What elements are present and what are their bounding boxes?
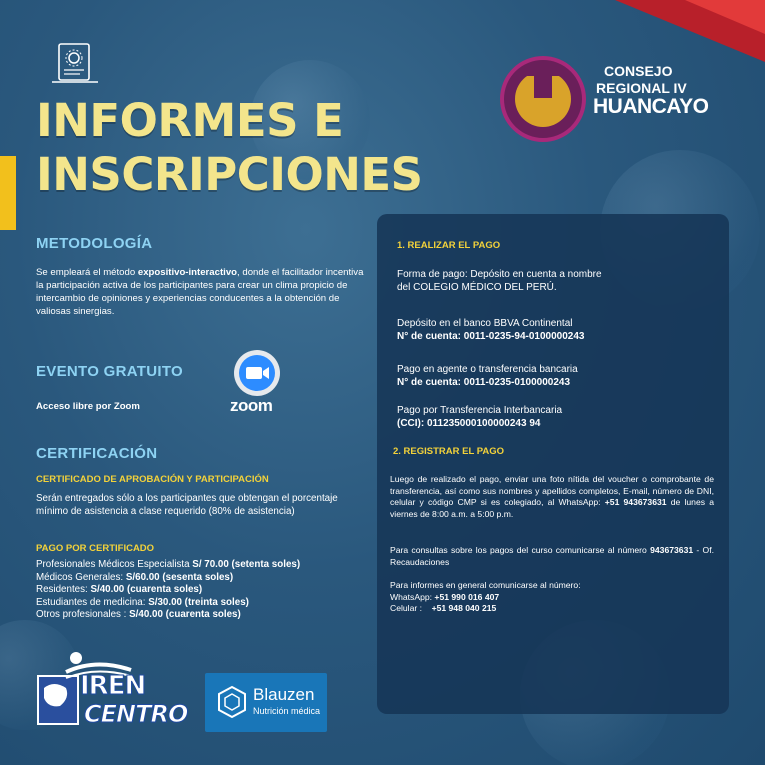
zoom-camera-icon [234, 350, 280, 396]
consultas-text: Para consultas sobre los pagos del curso comunicarse al número 943673631 - Of. Recaudaciones [390, 545, 714, 567]
title-line-2: INSCRIPCIONES [36, 148, 423, 201]
seal-emblem-icon [504, 60, 582, 138]
blauzen-hexagon-icon [217, 685, 247, 719]
iren-line-1: IREN [80, 671, 146, 701]
title-line-1: INFORMES E [36, 94, 344, 147]
fee-item: Profesionales Médicos Especialista S/ 70.00 (setenta soles) [36, 559, 301, 570]
fee-item: Estudiantes de medicina: S/30.00 (treinta soles) [36, 596, 249, 608]
fee-item: Médicos Generales: S/60.00 (sesenta soles) [36, 571, 234, 583]
org-line-2: REGIONAL IV [596, 80, 687, 96]
access-text: Acceso libre por Zoom [36, 401, 140, 412]
accent-bar [0, 156, 16, 230]
step2-heading: 2. REGISTRAR EL PAGO [393, 446, 505, 457]
cci-block: Pago por Transferencia Interbancaria (CCI): 011235000100000243 94 [397, 405, 563, 429]
page-title [36, 94, 423, 202]
blauzen-name: Blauzen [253, 685, 315, 704]
blauzen-logo [205, 673, 327, 732]
zoom-logo [234, 350, 280, 396]
evento-heading: EVENTO GRATUITO [36, 363, 184, 380]
document-gear-icon [50, 42, 100, 88]
metodologia-text: Se empleará el método expositivo-interactivo, donde el facilitador incentiva la participación activa de los participantes para crear un clima propicio de intercambio de opiniones y experiencias conducentes a la obtención de valiosas sinergias. [36, 267, 364, 317]
certificado-description: Serán entregados sólo a los participantes que obtengan el porcentaje mínimo de asistencia a clase requerido (80% de asistencia) [36, 493, 338, 517]
forma-pago-text: Forma de pago: Depósito en cuenta a nombre del COLEGIO MÉDICO DEL PERÚ. [397, 269, 602, 293]
register-text: Luego de realizado el pago, enviar una foto nítida del voucher o comprobante de transferencia, así como sus nombres y apellidos completos, E-mail, número de DNI, celular y código CMP si es colegiado, al WhatsApp: +51 943673631 de lunes a viernes de 8:00 a.m. a 5:00 p.m. [390, 474, 714, 519]
corner-accent-inner [685, 0, 765, 34]
colegio-medico-seal [500, 56, 586, 142]
agente-block: Pago en agente o transferencia bancaria N° de cuenta: 0011-0235-0100000243 [397, 364, 578, 388]
informes-text: Para informes en general comunicarse al número: WhatsApp: +51 990 016 407 Celular : +51 948 040 215 [390, 580, 581, 614]
blauzen-subtitle: Nutrición médica [253, 706, 321, 716]
certificacion-heading: CERTIFICACIÓN [36, 445, 158, 462]
fee-item: Otros profesionales : S/40.00 (cuarenta soles) [36, 609, 241, 620]
zoom-wordmark: zoom [230, 396, 273, 415]
certificado-subheading: CERTIFICADO DE APROBACIÓN Y PARTICIPACIÓN [36, 474, 269, 485]
bbva-block: Depósito en el banco BBVA Continental N° de cuenta: 0011-0235-94-0100000243 [397, 318, 585, 342]
fee-list [36, 559, 300, 622]
pago-certificado-subheading: PAGO POR CERTIFICADO [36, 543, 155, 554]
fee-item: Residentes: S/40.00 (cuarenta soles) [36, 584, 203, 595]
metodologia-heading: METODOLOGÍA [36, 235, 153, 252]
step1-heading: 1. REALIZAR EL PAGO [397, 240, 501, 251]
iren-line-2: CENTRO [84, 700, 188, 728]
org-line-3: HUANCAYO [593, 95, 709, 118]
org-line-1: CONSEJO [604, 63, 673, 79]
